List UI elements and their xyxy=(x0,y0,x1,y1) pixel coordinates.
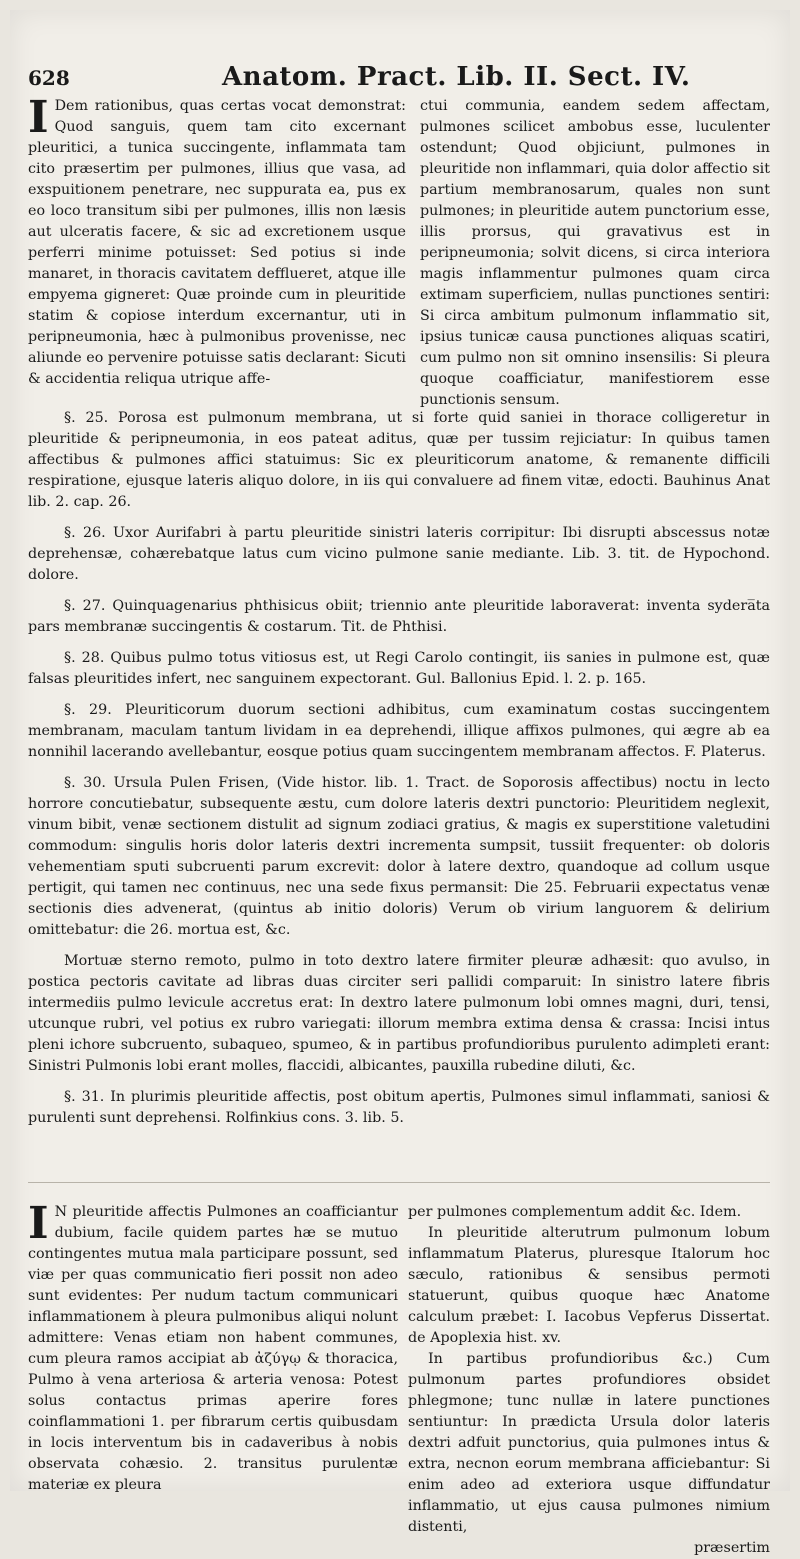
bottom-right-column xyxy=(408,1202,770,1559)
running-title: Anatom. Pract. Lib. II. Sect. IV. xyxy=(222,62,691,92)
sections-block xyxy=(28,408,770,1139)
section-divider xyxy=(28,1182,770,1183)
bottom-left-column xyxy=(28,1198,398,1496)
drop-cap: I xyxy=(28,92,49,143)
drop-cap: I xyxy=(28,1198,49,1249)
bottom-left-text: N pleuritide affectis Pulmones an coafficiantur dubium, facile quidem partes hæ se mutuo contingentes mutua mala participare possunt, sed viæ per quas communicatio fieri possit non adeo sunt evidentes: Per nudum tactum communicari inflammationem à pleura pulmonibus aliqui nolunt admittere: Venas etiam non habent communes, cum pleura ramos accipiat ab ἀζύγῳ & thoracica, Pulmo à vena arteriosa & arteria venosa: Potest solus contactus primas aperire fores coinflammationi 1. per fibrarum certis quibusdam in locis interventum bis in cadaveribus à nobis observata cohæsio. 2. transitus purulentæ materiæ ex pleura xyxy=(28,1204,398,1493)
section-26: §. 26. Uxor Aurifabri à partu pleuritide sinistri lateris corripitur: Ibi disrupti abscessus notæ deprehensæ, cohærebatque latus cum vicino pulmone sanie mediante. Lib. 3. tit. de Hypochond. dolore. xyxy=(28,525,770,583)
section-25: §. 25. Porosa est pulmonum membrana, ut si forte quid saniei in thorace colligeretur in pleuritide & peripneumonia, in eos pateat aditus, quæ per tussim rejiciatur: In quibus tamen affectibus & pulmones affici statuimus: Sic ex pleuriticorum anatome, & remanente difficili respiratione, ejusque lateris aliquo dolore, in iis qui convaluere ad finem vitæ, edocti. Bauhinus Anat lib. 2. cap. 26. xyxy=(28,410,770,510)
section-31: §. 31. In plurimis pleuritide affectis, post obitum apertis, Pulmones simul inflammati, saniosi & purulenti sunt deprehensi. Rolfinkius cons. 3. lib. 5. xyxy=(28,1089,770,1126)
section-27: §. 27. Quinquagenarius phthisicus obiit; triennio ante pleuritide laboraverat: inventa sydera̅ta pars membranæ succingentis & costarum. Tit. de Phthisi. xyxy=(28,598,770,635)
bottom-right-p3: In partibus profundioribus &c.) Cum pulmonum partes profundiores obsidet phlegmone; tunc nullæ in latere punctiones sentiuntur: In prædicta Ursula dolor lateris dextri adfuit punctorius, quia pulmones intus & extra, necnon eorum membrana afficiebantur: Si enim adeo ad exteriora usque diffundatur inflammatio, ut ejus causa pulmones nimium distenti, xyxy=(408,1351,770,1535)
section-30-autopsy: Mortuæ sterno remoto, pulmo in toto dextro latere firmiter pleuræ adhæsit: quo avulso, in postica pectoris cavitate ad libras duas circiter seri pallidi comparuit: In sinistro latere fibris intermediis pulmo levicule accretus erat: In dextro latere pulmonum lobi omnes magni, duri, tensi, utcunque rubri, vel potius ex rubro variegati: illorum membra extima densa & crassa: Incisi intus pleni ichore subcruento, subaqueo, spumeo, & in partibus profundioribus purulento adimpleti erant: Sinistri Pulmonis lobi erant molles, flaccidi, albicantes, pauxilla rubedine diluti, &c. xyxy=(28,953,770,1074)
catchword: præsertim xyxy=(694,1540,770,1556)
section-29: §. 29. Pleuriticorum duorum sectioni adhibitus, cum examinatum costas succingentem membranam, maculam tantum lividam in ea deprehendi, illique affixos pulmones, qui ægre ab ea nonnihil lacerando avellebantur, eosque potius quam succingentem membranam affectos. F. Platerus. xyxy=(28,702,770,760)
page-number: 628 xyxy=(28,66,70,90)
book-page xyxy=(10,10,790,1556)
top-right-text: ctui communia, eandem sedem affectam, pulmones scilicet ambobus esse, luculenter ostendunt; Quod objiciunt, pulmones in pleuritide non inflammari, quia dolor affectio sit partium membranosarum, quales non sunt pulmones; in pleuritide autem punctorium esse, illis prorsus, qui gravativus est in peripneumonia; solvit dicens, si circa interiora magis inflammentur pulmones quam circa extimam superficiem, nullas punctiones sentiri: Si circa ambitum pulmonum inflammatio sit, ipsius tunicæ causa punctiones aliquas scatiri, cum pulmo non sit omnino insensilis: Si pleura quoque coafficiatur, manifestiorem esse punctionis sensum. xyxy=(420,98,770,408)
top-right-column xyxy=(420,96,770,411)
bottom-right-p2: In pleuritide alterutrum pulmonum lobum inflammatum Platerus, pluresque Italorum hoc sæculo, rationibus & sensibus permoti statuerunt, quibus quoque hæc Anatome calculum præbet: I. Iacobus Vepferus Dissertat. de Apoplexia hist. xv. xyxy=(408,1225,770,1346)
bottom-right-p1: per pulmones complementum addit &c. Idem. xyxy=(408,1204,742,1220)
top-left-column xyxy=(28,92,406,390)
top-left-text: Dem rationibus, quas certas vocat demonstrat: Quod sanguis, quem tam cito excernant pleuritici, a tunica succingente, inflammata tam cito præsertim per pulmones, illius que vasa, ad exspuitionem penetrare, nec suppurata ea, pus ex eo loco transitum sibi per pulmones, illis non læsis aut ulceratis facere, & sic ad excretionem usque perferri minime potuisset: Sed potius si inde manaret, in thoracis cavitatem defflueret, atque ille empyema gigneret: Quæ proinde cum in pleuritide statim & copiose interdum excernantur, uti in peripneumonia, hæc à pulmonibus provenisse, nec aliunde eo pervenire potuisse satis declarant: Sicuti & accidentia reliqua utrique affe- xyxy=(28,98,406,387)
section-28: §. 28. Quibus pulmo totus vitiosus est, ut Regi Carolo contingit, iis sanies in pulmone est, quæ falsas pleuritides infert, nec sanguinem expectorant. Gul. Ballonius Epid. l. 2. p. 165. xyxy=(28,650,770,687)
section-30: §. 30. Ursula Pulen Frisen, (Vide histor. lib. 1. Tract. de Soporosis affectibus) noctu in lecto horrore concutiebatur, subsequente æstu, cum dolore lateris dextri punctorio: Pleuritidem neglexit, vinum bibit, venæ sectionem distulit ad signum zodiaci gratius, & magis ex superstitione valetudini commodum: singulis horis dolor lateris dextri incrementa sumpsit, tussiit frequenter: ob doloris vehementiam sputi subcruenti parum excrevit: dolor à latere dextro, quandoque ad collum usque pertigit, qui tamen nec continuus, nec una sede fixus permansit: Die 25. Februarii expectatus venæ sectionis dies advenerat, (quintus ab initio doloris) Verum ob virium languorem & delirium omittebatur: die 26. mortua est, &c. xyxy=(28,775,770,938)
